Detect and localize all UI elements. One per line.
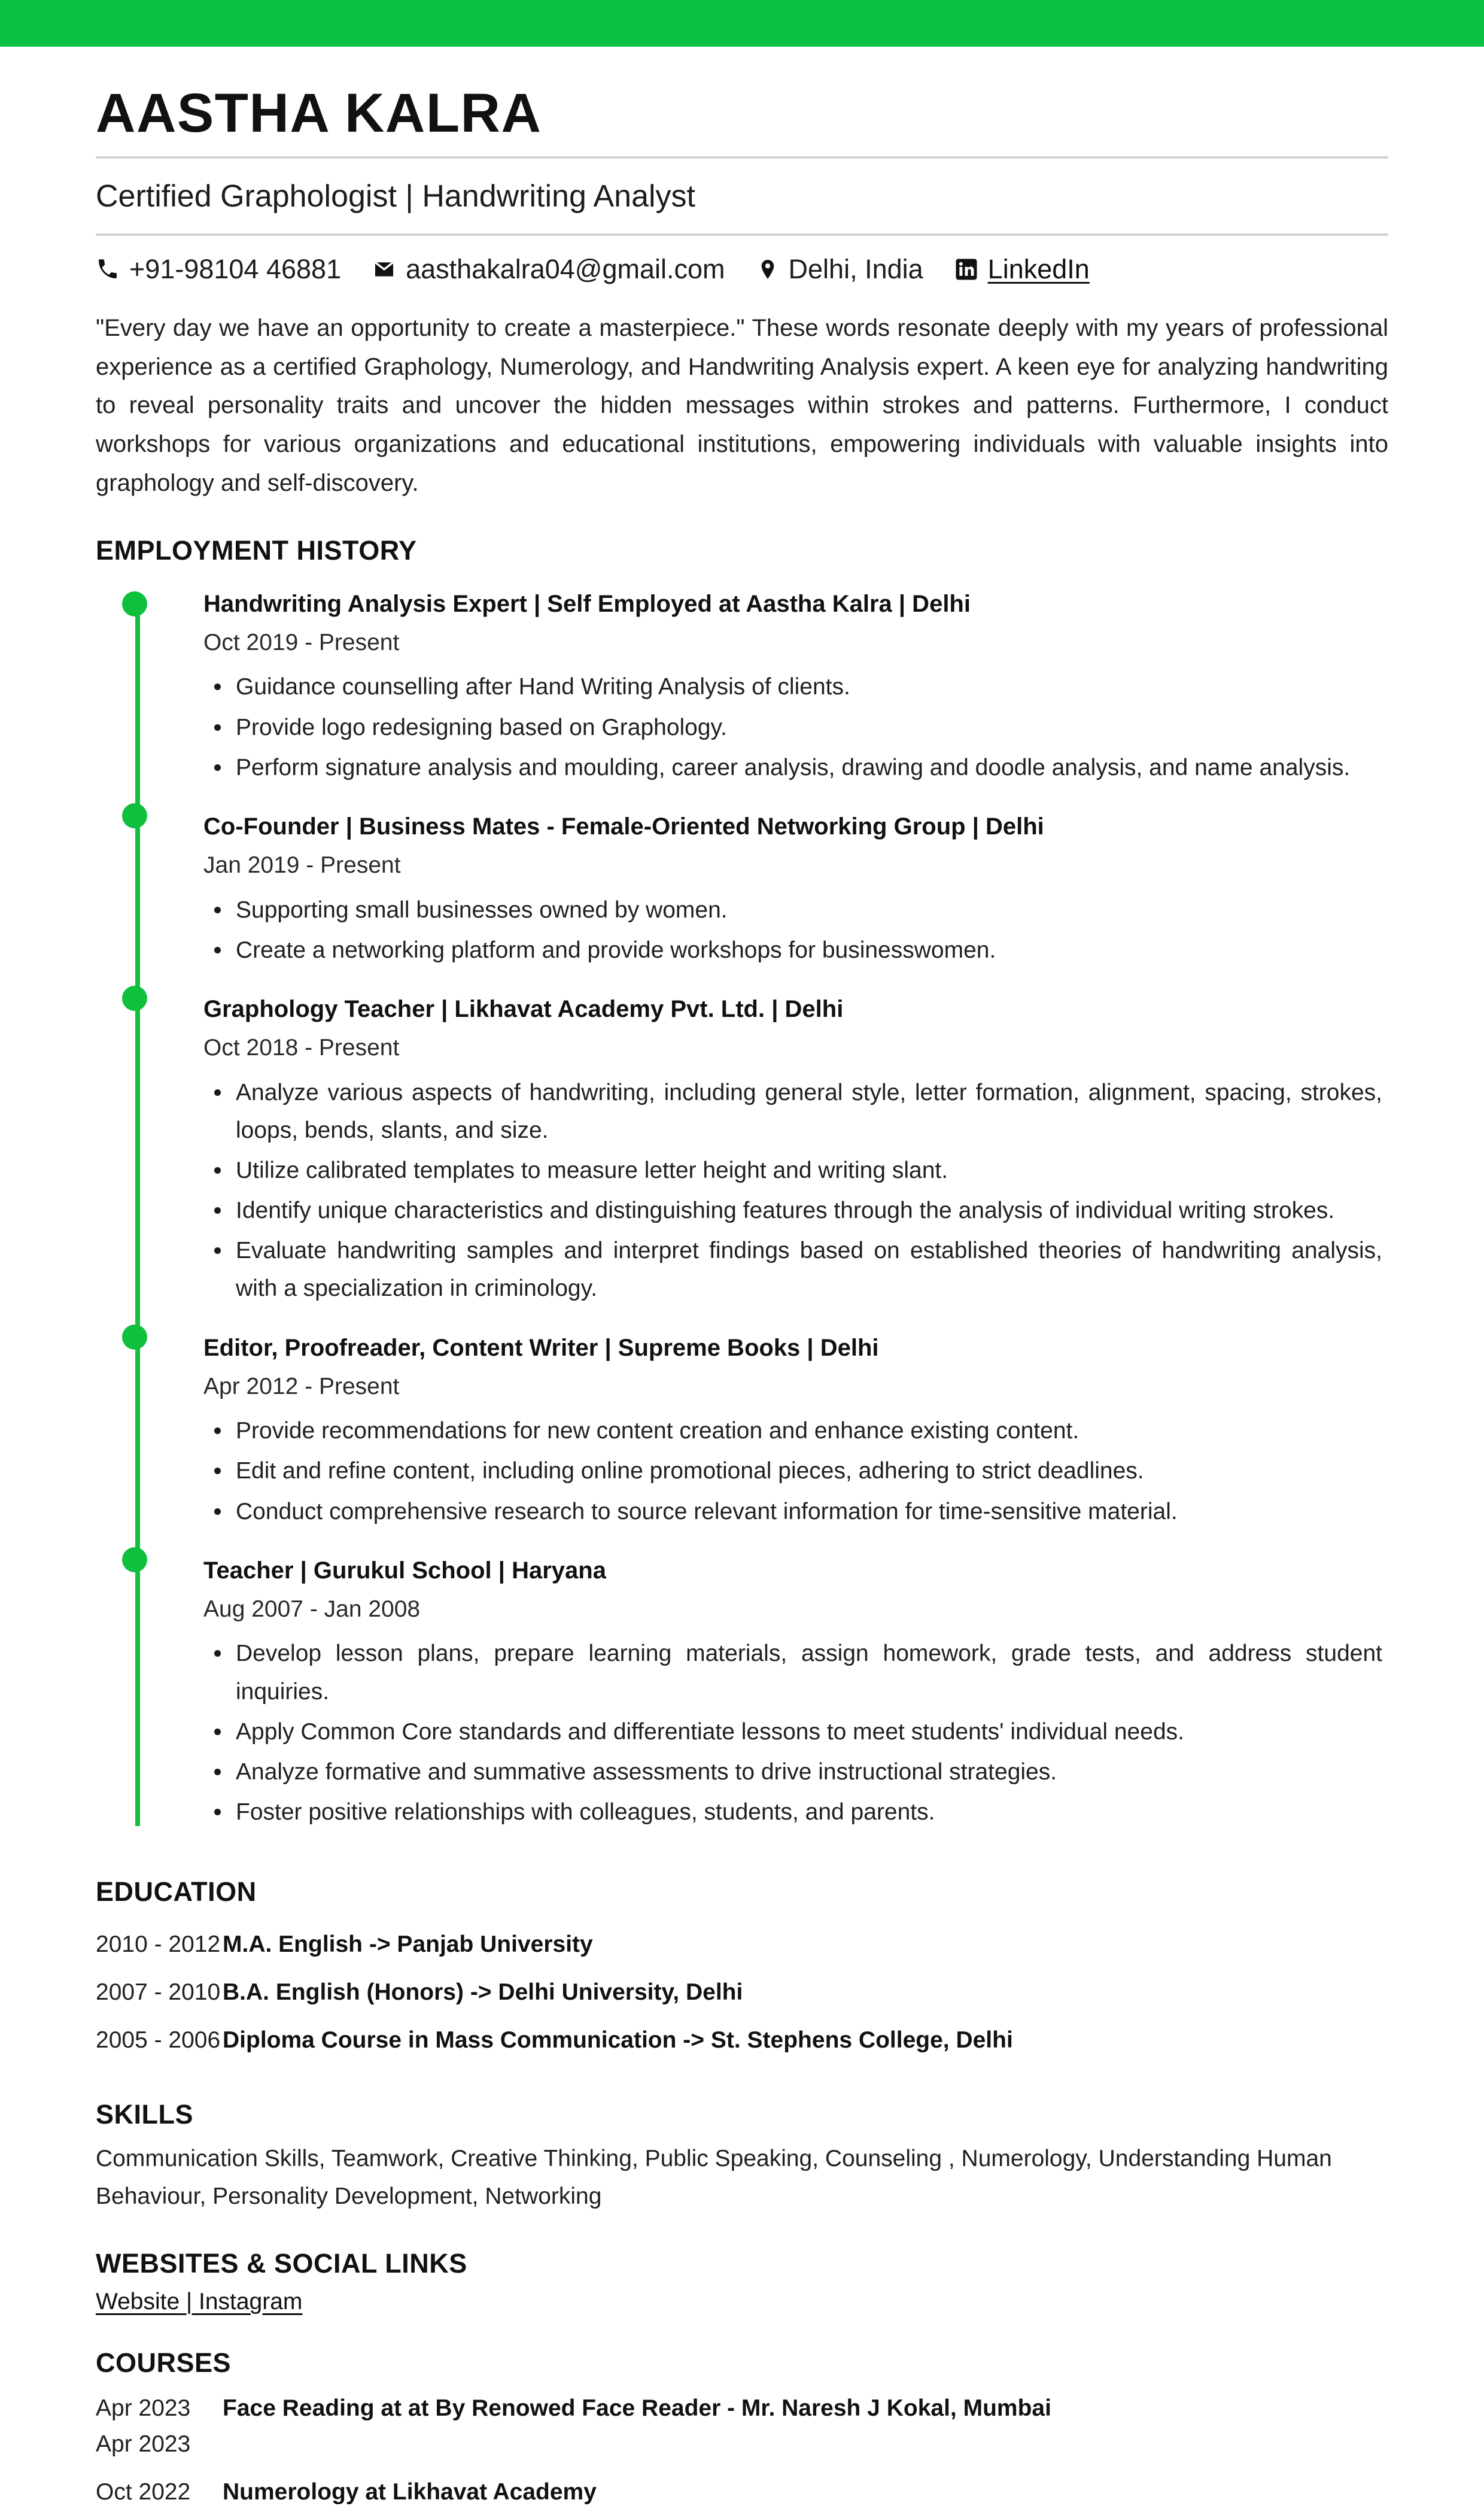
job-bullet: Apply Common Core standards and differentiate lessons to meet students' individual needs. xyxy=(203,1713,1388,1753)
job-bullets xyxy=(203,1625,1388,1833)
job-date: Apr 2012 - Present xyxy=(203,1373,400,1399)
job-bullet: Perform signature analysis and moulding, career analysis, drawing and doodle analysis, and name analysis. xyxy=(203,749,1388,789)
job-title: Editor, Proofreader, Content Writer | Supreme Books | Delhi xyxy=(203,1334,879,1361)
education-degree: B.A. English (Honors) -> Delhi University, Delhi xyxy=(223,1979,743,2006)
candidate-name: AASTHA KALRA xyxy=(96,83,542,144)
course-item xyxy=(96,2479,1388,2515)
employment-item xyxy=(203,588,1388,800)
email-text: aasthakalra04@gmail.com xyxy=(406,253,725,284)
contact-phone[interactable] xyxy=(96,254,341,285)
course-date: Oct 2022 xyxy=(96,2478,191,2505)
education-list xyxy=(96,1907,1388,2067)
timeline-dot-icon xyxy=(122,986,147,1011)
section-title-websites: WEBSITES & SOCIAL LINKS xyxy=(96,2247,467,2279)
phone-text: +91-98104 46881 xyxy=(129,253,342,284)
section-title-employment: EMPLOYMENT HISTORY xyxy=(96,534,417,566)
profile-summary: "Every day we have an opportunity to create a masterpiece." These words resonate deeply with my years of professional experience as a certified Graphology, Numerology, and Handwriting Analysis expert. A keen eye for analyzing handwriting to reveal personality traits and uncover the hidden messages within strokes and patterns. Furthermore, I conduct workshops for various organizations and educational institutions, empowering individuals with valuable insights into graphology and self-discovery. xyxy=(96,314,1388,496)
job-bullet: Edit and refine content, including online promotional pieces, adhering to strict deadlines. xyxy=(203,1452,1388,1492)
job-bullet: Analyze formative and summative assessments to drive instructional strategies. xyxy=(203,1753,1388,1793)
course-item xyxy=(96,2395,1388,2431)
education-degree: M.A. English -> Panjab University xyxy=(223,1931,593,1958)
education-date: 2005 - 2006 xyxy=(96,2027,221,2054)
job-date: Oct 2018 - Present xyxy=(203,1034,400,1061)
job-bullets xyxy=(203,658,1388,789)
job-title: Graphology Teacher | Likhavat Academy Pvt. Ltd. | Delhi xyxy=(203,995,844,1022)
linkedin-icon xyxy=(954,257,978,281)
employment-item xyxy=(203,982,1388,1321)
job-date: Jan 2019 - Present xyxy=(203,852,401,878)
resume-header xyxy=(96,47,1388,285)
timeline-axis-line xyxy=(135,606,140,1826)
location-text: Delhi, India xyxy=(788,253,923,284)
job-title: Teacher | Gurukul School | Haryana xyxy=(203,1557,606,1584)
course-name: Face Reading at at By Renowed Face Reader - Mr. Naresh J Kokal, Mumbai xyxy=(223,2395,1051,2421)
job-date: Oct 2019 - Present xyxy=(203,629,400,655)
job-title: Handwriting Analysis Expert | Self Employed at Aastha Kalra | Delhi xyxy=(203,590,971,617)
timeline-dot-icon xyxy=(122,803,147,828)
courses-list xyxy=(96,2379,1388,2515)
job-bullet: Evaluate handwriting samples and interpret findings based on established theories of handwriting analysis, with a specialization in criminology. xyxy=(203,1232,1388,1310)
contact-row xyxy=(96,236,1388,285)
education-degree: Diploma Course in Mass Communication -> St. Stephens College, Delhi xyxy=(223,2027,1013,2054)
social-links-line xyxy=(96,2279,1388,2315)
job-bullet: Develop lesson plans, prepare learning materials, assign homework, grade tests, and address student inquiries. xyxy=(203,1635,1388,1712)
section-title-courses: COURSES xyxy=(96,2347,232,2378)
timeline-dot-icon xyxy=(122,591,147,616)
map-pin-icon xyxy=(756,258,779,281)
timeline-dot-icon xyxy=(122,1547,147,1572)
contact-linkedin[interactable] xyxy=(954,254,1090,285)
job-bullet: Provide logo redesigning based on Graphology. xyxy=(203,709,1388,749)
education-item xyxy=(96,1971,1388,2019)
section-title-skills: SKILLS xyxy=(96,2099,194,2130)
job-bullet: Conduct comprehensive research to source relevant information for time-sensitive material. xyxy=(203,1493,1388,1533)
course-date-secondary: Apr 2023 xyxy=(96,2431,191,2457)
section-title-education: EDUCATION xyxy=(96,1876,257,1907)
job-title: Co-Founder | Business Mates - Female-Oriented Networking Group | Delhi xyxy=(203,813,1044,840)
education-item xyxy=(96,2019,1388,2067)
job-bullets xyxy=(203,882,1388,971)
instagram-link[interactable]: Instagram xyxy=(199,2288,303,2314)
job-bullet: Provide recommendations for new content creation and enhance existing content. xyxy=(203,1412,1388,1452)
education-item xyxy=(96,1923,1388,1971)
skills-text: Communication Skills, Teamwork, Creative Thinking, Public Speaking, Counseling , Numerology, Understanding Human Behaviour, Personality Development, Networking xyxy=(96,2146,1332,2210)
job-bullet: Identify unique characteristics and distinguishing features through the analysis of individual writing strokes. xyxy=(203,1192,1388,1232)
job-bullet: Supporting small businesses owned by women. xyxy=(203,891,1388,931)
job-bullets xyxy=(203,1402,1388,1533)
job-bullet: Analyze various aspects of handwriting, including general style, letter formation, alignment, spacing, strokes, loops, bends, slants, and size. xyxy=(203,1074,1388,1152)
resume-content xyxy=(0,47,1484,2515)
education-date: 2007 - 2010 xyxy=(96,1979,221,2006)
top-accent-bar xyxy=(0,0,1484,47)
linkedin-text[interactable]: LinkedIn xyxy=(987,253,1090,284)
contact-location xyxy=(756,254,923,285)
employment-item xyxy=(203,800,1388,982)
employment-item xyxy=(203,1321,1388,1544)
job-bullet: Guidance counselling after Hand Writing Analysis of clients. xyxy=(203,668,1388,708)
job-date: Aug 2007 - Jan 2008 xyxy=(203,1596,421,1622)
website-link[interactable]: Website xyxy=(96,2288,180,2314)
links-separator: | xyxy=(180,2288,199,2314)
contact-email[interactable] xyxy=(372,254,725,285)
job-bullets xyxy=(203,1064,1388,1310)
envelope-icon xyxy=(372,257,396,281)
employment-item xyxy=(203,1544,1388,1845)
job-bullet: Create a networking platform and provide workshops for businesswomen. xyxy=(203,931,1388,971)
course-date: Apr 2023 xyxy=(96,2395,191,2421)
course-name: Numerology at Likhavat Academy xyxy=(223,2478,597,2505)
education-date: 2010 - 2012 xyxy=(96,1931,221,1958)
employment-timeline xyxy=(96,588,1388,1844)
candidate-headline: Certified Graphologist | Handwriting Analyst xyxy=(96,179,695,214)
job-bullet: Utilize calibrated templates to measure letter height and writing slant. xyxy=(203,1152,1388,1192)
job-bullet: Foster positive relationships with colleagues, students, and parents. xyxy=(203,1793,1388,1833)
timeline-dot-icon xyxy=(122,1325,147,1350)
phone-icon xyxy=(96,257,120,281)
